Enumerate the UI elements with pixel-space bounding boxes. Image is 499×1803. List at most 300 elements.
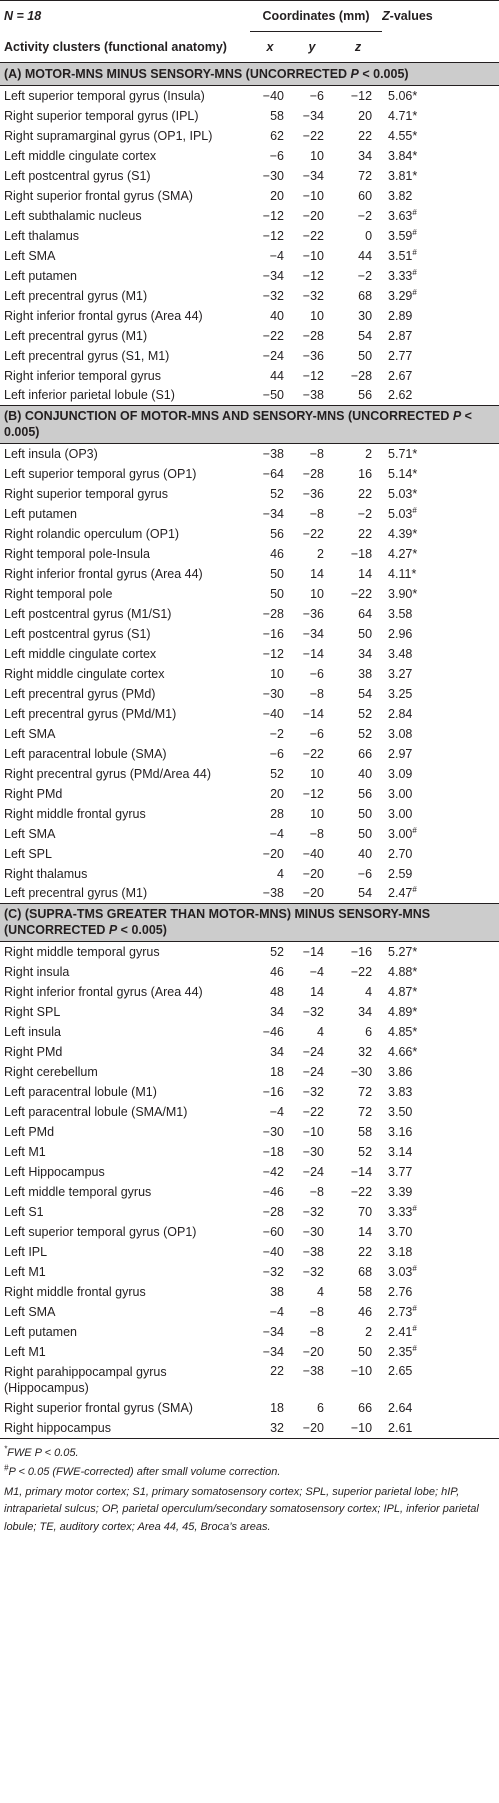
x-coordinate-cell: −4 xyxy=(269,826,284,841)
z-coordinate-cell: 4 xyxy=(365,984,373,999)
region-name-cell: Right precentral gyrus (PMd/Area 44) xyxy=(4,766,212,781)
z-value: 3.00 xyxy=(388,786,413,801)
table-row xyxy=(0,824,499,844)
x-coordinate-cell: 62 xyxy=(270,128,284,143)
z-values-column-header-spacer xyxy=(382,32,499,63)
z-value: 2.64 xyxy=(388,1400,413,1415)
z-coordinate-cell: 68 xyxy=(358,1264,373,1279)
z-coordinate-cell: 50 xyxy=(358,348,373,363)
y-coordinate-cell: −8 xyxy=(309,506,324,521)
y-coordinate-cell: −14 xyxy=(302,646,324,661)
region-name-cell: Left postcentral gyrus (S1) xyxy=(4,626,151,641)
z-coordinate-cell: 72 xyxy=(358,168,373,183)
z-value: 5.03 xyxy=(388,506,413,521)
table-row xyxy=(0,106,499,126)
z-value-cell xyxy=(382,346,499,366)
z-value: 4.39 xyxy=(388,526,413,541)
fwe-mark: * xyxy=(412,128,418,143)
z-coordinate-cell: 52 xyxy=(358,706,373,721)
z-coordinate-cell: 20 xyxy=(358,108,373,123)
y-coordinate-cell: −10 xyxy=(302,188,324,203)
x-coordinate-cell: −40 xyxy=(262,706,284,721)
fwe-mark: * xyxy=(412,546,418,561)
z-value: 2.61 xyxy=(388,1420,413,1435)
z-coordinate-cell: −12 xyxy=(350,88,373,103)
x-coordinate-cell: −40 xyxy=(262,88,284,103)
x-coordinate-cell: 22 xyxy=(270,1363,284,1378)
z-value: 3.18 xyxy=(388,1244,413,1259)
y-coordinate-cell: −12 xyxy=(302,368,324,383)
z-coordinate-cell: 22 xyxy=(358,128,373,143)
z-value-cell xyxy=(382,1162,499,1182)
y-coordinate-cell: −22 xyxy=(302,746,324,761)
x-coordinate-cell: 34 xyxy=(270,1004,284,1019)
z-coordinate-cell: 72 xyxy=(358,1104,373,1119)
fwe-mark: * xyxy=(412,1044,418,1059)
y-coordinate-cell: 6 xyxy=(317,1400,324,1415)
x-coordinate-cell: −30 xyxy=(262,1124,284,1139)
region-name-cell: Right superior temporal gyrus (IPL) xyxy=(4,108,199,123)
y-coordinate-cell: −32 xyxy=(302,1264,324,1279)
region-name-cell: Left putamen xyxy=(4,1324,77,1339)
x-coordinate-cell: 52 xyxy=(270,486,284,501)
z-coordinate-cell: 64 xyxy=(358,606,373,621)
y-coordinate-cell: −28 xyxy=(302,328,324,343)
z-value: 2.62 xyxy=(388,388,413,403)
table-row xyxy=(0,206,499,226)
z-value: 3.39 xyxy=(388,1184,413,1199)
z-value: 5.14 xyxy=(388,466,413,481)
z-value: 3.14 xyxy=(388,1144,413,1159)
table-row xyxy=(0,166,499,186)
z-value-cell xyxy=(382,166,499,186)
z-value: 3.81 xyxy=(388,168,413,183)
z-coordinate-cell: −22 xyxy=(350,586,373,601)
z-value-cell xyxy=(382,1282,499,1302)
z-value-cell xyxy=(382,306,499,326)
x-coordinate-cell: −20 xyxy=(262,846,284,861)
table-row xyxy=(0,126,499,146)
footnote-fwe-text: FWE P < 0.05. xyxy=(7,1446,79,1459)
z-coordinate-cell: 50 xyxy=(358,806,373,821)
region-name-cell: Right PMd xyxy=(4,786,63,801)
z-value: 3.29 xyxy=(388,288,413,303)
x-coordinate-cell: 34 xyxy=(270,1044,284,1059)
z-coordinate-cell: 34 xyxy=(358,148,373,163)
y-coordinate-cell: −6 xyxy=(309,88,324,103)
x-coordinate-cell: −30 xyxy=(262,168,284,183)
region-name-cell: Right supramarginal gyrus (OP1, IPL) xyxy=(4,128,213,143)
table-row xyxy=(0,1362,499,1398)
region-name-cell: Left SMA xyxy=(4,1304,56,1319)
x-coordinate-cell: −28 xyxy=(262,1204,284,1219)
z-value-cell xyxy=(382,684,499,704)
z-coordinate-cell: −22 xyxy=(350,1184,373,1199)
z-coordinate-cell: 2 xyxy=(365,1324,373,1339)
svc-mark: # xyxy=(412,1263,417,1273)
y-coordinate-cell: −32 xyxy=(302,1084,324,1099)
z-coordinate-cell: −10 xyxy=(350,1420,373,1435)
fwe-mark: * xyxy=(412,1004,418,1019)
fwe-mark: * xyxy=(412,88,418,103)
table-row xyxy=(0,564,499,584)
z-value: 2.35 xyxy=(388,1344,413,1359)
z-value-cell xyxy=(382,1222,499,1242)
fwe-mark: * xyxy=(411,566,417,581)
region-name-cell: Left S1 xyxy=(4,1204,44,1219)
z-value: 2.77 xyxy=(388,348,413,363)
region-name-cell: Right thalamus xyxy=(4,866,88,881)
x-coordinate-cell: −6 xyxy=(269,746,284,761)
svc-mark: # xyxy=(412,825,417,835)
table-row xyxy=(0,1202,499,1222)
region-name-cell: Left SMA xyxy=(4,726,56,741)
region-name-cell: Right inferior frontal gyrus (Area 44) xyxy=(4,566,203,581)
z-values-header: Z-values xyxy=(382,1,499,32)
region-name-cell: Right inferior frontal gyrus (Area 44) xyxy=(4,308,203,323)
region-name-cell: Left precentral gyrus (M1) xyxy=(4,886,148,901)
section-title: (B) CONJUNCTION OF MOTOR-MNS AND SENSORY-MNS (UNCORRECTED P < 0.005) xyxy=(0,406,499,444)
z-value-cell xyxy=(382,704,499,724)
z-coordinate-cell: 16 xyxy=(358,466,373,481)
z-coordinate-cell: −14 xyxy=(350,1164,373,1179)
z-coordinate-cell: 22 xyxy=(358,1244,373,1259)
z-value: 2.76 xyxy=(388,1284,413,1299)
table-row xyxy=(0,664,499,684)
coordinates-header: Coordinates (mm) xyxy=(250,1,382,32)
z-value: 2.67 xyxy=(388,368,413,383)
y-coordinate-cell: 14 xyxy=(310,566,324,581)
region-name-cell: Right superior frontal gyrus (SMA) xyxy=(4,188,193,203)
y-coordinate-cell: 2 xyxy=(317,546,324,561)
y-coordinate-cell: −38 xyxy=(302,388,324,403)
z-value-cell xyxy=(382,942,499,962)
x-coordinate-cell: −4 xyxy=(269,248,284,263)
y-coordinate-cell: −34 xyxy=(302,168,324,183)
z-value-cell xyxy=(382,286,499,306)
y-coordinate-cell: −28 xyxy=(302,466,324,481)
y-coordinate-cell: 10 xyxy=(310,148,324,163)
z-coordinate-cell: 58 xyxy=(358,1284,373,1299)
header-row-bottom xyxy=(0,32,499,63)
fwe-mark: * xyxy=(412,586,418,601)
table-body xyxy=(0,63,499,1438)
z-value: 3.03 xyxy=(388,1264,413,1279)
region-name-cell: Left PMd xyxy=(4,1124,55,1139)
x-coordinate-cell: −6 xyxy=(269,148,284,163)
z-value-cell xyxy=(382,544,499,564)
y-coordinate-cell: −22 xyxy=(302,228,324,243)
x-coordinate-cell: −38 xyxy=(262,446,284,461)
z-value-cell xyxy=(382,1042,499,1062)
z-value: 5.06 xyxy=(388,88,413,103)
z-value-cell xyxy=(382,724,499,744)
z-coordinate-cell: 30 xyxy=(358,308,373,323)
x-coordinate-cell: 10 xyxy=(270,666,284,681)
y-coordinate-cell: −8 xyxy=(309,446,324,461)
region-name-cell: Left SMA xyxy=(4,248,56,263)
region-name-cell: Left precentral gyrus (S1, M1) xyxy=(4,348,170,363)
z-coordinate-cell: −10 xyxy=(350,1363,373,1378)
fwe-mark: * xyxy=(412,944,418,959)
z-value-cell xyxy=(382,464,499,484)
x-coordinate-cell: −34 xyxy=(262,506,284,521)
svc-mark: # xyxy=(412,227,417,237)
y-coordinate-cell: −36 xyxy=(302,486,324,501)
region-name-cell: Left postcentral gyrus (S1) xyxy=(4,168,151,183)
region-name-cell: Right temporal pole-Insula xyxy=(4,546,150,561)
z-value: 4.85 xyxy=(388,1024,413,1039)
z-value-cell xyxy=(382,764,499,784)
region-name-cell: Left middle temporal gyrus xyxy=(4,1184,152,1199)
y-coordinate-cell: −24 xyxy=(302,1064,324,1079)
z-value-cell xyxy=(382,444,499,464)
z-coordinate-cell: 50 xyxy=(358,826,373,841)
table-row xyxy=(0,484,499,504)
z-value-cell xyxy=(382,1142,499,1162)
z-coordinate-cell: −28 xyxy=(350,368,373,383)
z-value: 4.11 xyxy=(388,566,412,581)
section-title: (C) (SUPRA-TMS GREATER THAN MOTOR-MNS) MINUS SENSORY-MNS (UNCORRECTED P < 0.005) xyxy=(0,904,499,942)
z-value: 3.59 xyxy=(388,228,413,243)
region-name-cell: Right middle frontal gyrus xyxy=(4,1284,146,1299)
region-name-cell: Right cerebellum xyxy=(4,1064,98,1079)
z-value-cell xyxy=(382,1322,499,1342)
y-coordinate-cell: −12 xyxy=(302,786,324,801)
region-name-cell: Left superior temporal gyrus (Insula) xyxy=(4,88,205,103)
y-coordinate-cell: −10 xyxy=(302,1124,324,1139)
table-row xyxy=(0,1122,499,1142)
table-row xyxy=(0,1262,499,1282)
z-value-cell xyxy=(382,484,499,504)
z-coordinate-cell: 0 xyxy=(365,228,373,243)
x-coordinate-cell: −16 xyxy=(262,1084,284,1099)
z-coordinate-cell: 14 xyxy=(358,1224,373,1239)
y-coordinate-cell: −38 xyxy=(302,1244,324,1259)
z-value: 3.25 xyxy=(388,686,413,701)
z-value-cell xyxy=(382,1302,499,1322)
z-coordinate-cell: 54 xyxy=(358,686,373,701)
z-value: 2.89 xyxy=(388,308,413,323)
y-coordinate-cell: 14 xyxy=(310,984,324,999)
svc-mark: # xyxy=(412,1343,417,1353)
z-value: 3.58 xyxy=(388,606,413,621)
y-coordinate-cell: −20 xyxy=(302,1344,324,1359)
table-row xyxy=(0,1022,499,1042)
x-coordinate-cell: −60 xyxy=(262,1224,284,1239)
z-value-cell xyxy=(382,1022,499,1042)
y-coordinate-cell: −32 xyxy=(302,1004,324,1019)
z-coordinate-cell: 56 xyxy=(358,786,373,801)
x-coordinate-cell: −42 xyxy=(262,1164,284,1179)
region-name-cell: Left precentral gyrus (PMd) xyxy=(4,686,156,701)
y-coordinate-cell: 10 xyxy=(310,308,324,323)
region-name-cell: Right middle frontal gyrus xyxy=(4,806,146,821)
z-value-cell xyxy=(382,1202,499,1222)
z-value: 3.70 xyxy=(388,1224,413,1239)
region-name-cell: Left middle cingulate cortex xyxy=(4,646,157,661)
region-name-cell: Left precentral gyrus (PMd/M1) xyxy=(4,706,177,721)
x-coordinate-cell: −34 xyxy=(262,268,284,283)
region-name-cell: Left thalamus xyxy=(4,228,80,243)
footnote-svc-text: P < 0.05 (FWE-corrected) after small volume correction. xyxy=(8,1466,281,1478)
y-coordinate-cell: 10 xyxy=(310,766,324,781)
table-row xyxy=(0,366,499,386)
y-coordinate-cell: −12 xyxy=(302,268,324,283)
z-value: 3.90 xyxy=(388,586,413,601)
x-coordinate-cell: −12 xyxy=(262,228,284,243)
z-value-cell xyxy=(382,624,499,644)
region-name-cell: Left middle cingulate cortex xyxy=(4,148,157,163)
table-row xyxy=(0,784,499,804)
x-coordinate-cell: 38 xyxy=(270,1284,284,1299)
y-coordinate-cell: −40 xyxy=(302,846,324,861)
table-row xyxy=(0,386,499,406)
svc-mark: # xyxy=(412,247,417,257)
z-value: 3.00 xyxy=(388,806,413,821)
y-coordinate-cell: −22 xyxy=(302,526,324,541)
x-coordinate-cell: 40 xyxy=(270,308,284,323)
region-name-cell: Left IPL xyxy=(4,1244,48,1259)
svc-mark: # xyxy=(412,505,417,515)
table-row xyxy=(0,1002,499,1022)
region-name-cell: Right superior temporal gyrus xyxy=(4,486,168,501)
z-coordinate-cell: 6 xyxy=(365,1024,373,1039)
y-coordinate-cell: −30 xyxy=(302,1224,324,1239)
z-value-cell xyxy=(382,1242,499,1262)
z-coordinate-cell: 22 xyxy=(358,486,373,501)
sample-size-label: N = 18 xyxy=(0,1,250,32)
z-coordinate-cell: 66 xyxy=(358,746,373,761)
region-name-cell: Right insula xyxy=(4,964,70,979)
z-value-cell xyxy=(382,1122,499,1142)
region-name-cell: Left superior temporal gyrus (OP1) xyxy=(4,466,197,481)
region-name-cell: Right parahippocampal gyrus (Hippocampus) xyxy=(4,1364,167,1395)
table-row xyxy=(0,326,499,346)
y-coordinate-cell: −30 xyxy=(302,1144,324,1159)
region-name-cell: Left SPL xyxy=(4,846,52,861)
x-coordinate-cell: 18 xyxy=(270,1064,284,1079)
z-value-cell xyxy=(382,604,499,624)
z-coordinate-cell: 56 xyxy=(358,388,373,403)
z-value: 3.27 xyxy=(388,666,413,681)
z-value-cell xyxy=(382,146,499,166)
x-coordinate-cell: −24 xyxy=(262,348,284,363)
z-value-cell xyxy=(382,266,499,286)
y-coordinate-cell: −8 xyxy=(309,1304,324,1319)
footnote-abbreviations: M1, primary motor cortex; S1, primary somatosensory cortex; SPL, superior parietal lobe; hIP, intraparietal sulcus; OP, parietal operculum/secondary somatosensory cortex; IPL, inferior parietal lobule; TE, auditory cortex; Area 44, 45, Broca’s areas. xyxy=(4,1485,479,1533)
table-row xyxy=(0,584,499,604)
table-row xyxy=(0,884,499,904)
region-name-cell: Left paracentral lobule (SMA) xyxy=(4,746,167,761)
z-coordinate-cell: 50 xyxy=(358,626,373,641)
y-coordinate-cell: 10 xyxy=(310,806,324,821)
region-name-cell: Left subthalamic nucleus xyxy=(4,208,142,223)
footnote-fwe-mark: * xyxy=(4,1443,8,1453)
table-row xyxy=(0,604,499,624)
table-row xyxy=(0,1242,499,1262)
z-value: 3.84 xyxy=(388,148,413,163)
z-value: 3.09 xyxy=(388,766,413,781)
x-coordinate-cell: −22 xyxy=(262,328,284,343)
z-coordinate-cell: 70 xyxy=(358,1204,373,1219)
z-value-cell xyxy=(382,86,499,106)
z-coordinate-cell: 44 xyxy=(358,248,373,263)
x-coordinate-cell: −16 xyxy=(262,626,284,641)
z-value: 3.33 xyxy=(388,1204,413,1219)
region-name-cell: Right hippocampus xyxy=(4,1420,112,1435)
table-row xyxy=(0,844,499,864)
x-coordinate-cell: −38 xyxy=(262,886,284,901)
z-value-cell xyxy=(382,784,499,804)
z-value: 3.77 xyxy=(388,1164,413,1179)
fwe-mark: * xyxy=(412,964,418,979)
table-row xyxy=(0,1302,499,1322)
table-row xyxy=(0,286,499,306)
table-row xyxy=(0,1102,499,1122)
z-value-cell xyxy=(382,1398,499,1418)
table-row xyxy=(0,704,499,724)
z-value: 3.51 xyxy=(388,248,413,263)
region-name-cell: Left inferior parietal lobule (S1) xyxy=(4,388,175,403)
z-value-cell xyxy=(382,1002,499,1022)
y-coordinate-cell: −22 xyxy=(302,128,324,143)
z-coordinate-cell: −30 xyxy=(350,1064,373,1079)
x-coordinate-cell: 52 xyxy=(270,944,284,959)
y-column-header: y xyxy=(308,40,316,54)
z-coordinate-cell: 68 xyxy=(358,288,373,303)
z-value-cell xyxy=(382,804,499,824)
z-value-cell xyxy=(382,644,499,664)
fwe-mark: * xyxy=(412,446,418,461)
y-coordinate-cell: −8 xyxy=(309,826,324,841)
z-value: 4.27 xyxy=(388,546,413,561)
x-coordinate-cell: 18 xyxy=(270,1400,284,1415)
table-row xyxy=(0,544,499,564)
table-row xyxy=(0,504,499,524)
table-row xyxy=(0,764,499,784)
region-name-cell: Left M1 xyxy=(4,1344,46,1359)
region-name-cell: Left M1 xyxy=(4,1144,46,1159)
z-value-cell xyxy=(382,386,499,406)
fwe-mark: * xyxy=(412,1024,418,1039)
table-row xyxy=(0,1062,499,1082)
table-row xyxy=(0,444,499,464)
header-row-top xyxy=(0,1,499,32)
z-value-cell xyxy=(382,1082,499,1102)
table-row xyxy=(0,1182,499,1202)
region-name-cell: Left M1 xyxy=(4,1264,46,1279)
table-row xyxy=(0,724,499,744)
z-value-cell xyxy=(382,664,499,684)
x-column-header: x xyxy=(266,40,274,54)
y-coordinate-cell: −38 xyxy=(302,1363,324,1378)
y-coordinate-cell: −24 xyxy=(302,1044,324,1059)
table-row xyxy=(0,624,499,644)
table-row xyxy=(0,942,499,962)
z-value: 4.71 xyxy=(388,108,413,123)
section-header xyxy=(0,63,499,86)
x-coordinate-cell: −4 xyxy=(269,1304,284,1319)
region-name-cell: Right middle temporal gyrus xyxy=(4,944,160,959)
z-value-cell xyxy=(382,1062,499,1082)
z-value: 4.55 xyxy=(388,128,413,143)
y-coordinate-cell: −34 xyxy=(302,108,324,123)
svc-mark: # xyxy=(412,1323,417,1333)
z-coordinate-cell: 34 xyxy=(358,646,373,661)
z-value: 4.66 xyxy=(388,1044,413,1059)
x-coordinate-cell: 58 xyxy=(270,108,284,123)
